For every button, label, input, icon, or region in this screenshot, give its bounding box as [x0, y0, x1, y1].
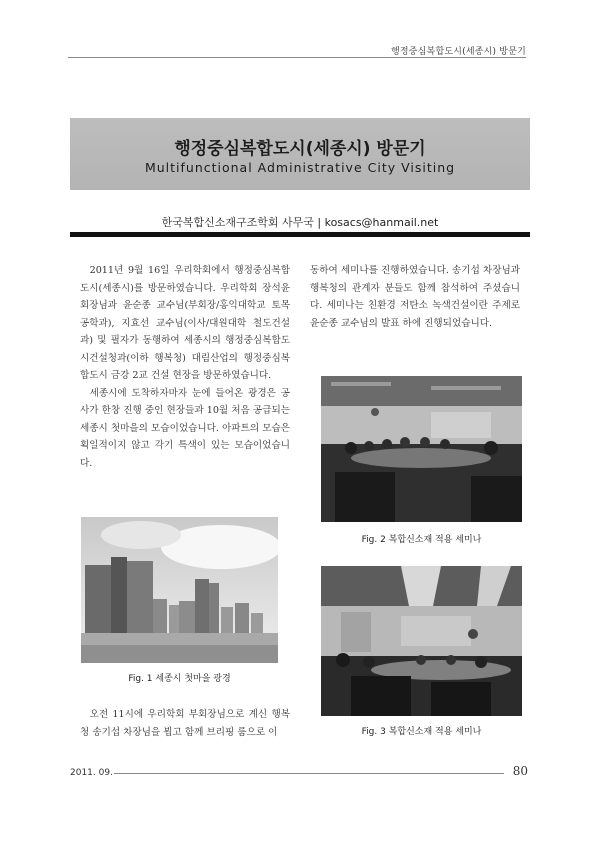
paragraph: 2011년 9월 16일 우리학회에서 행정중심복합도시(세종시)를 방문하였습니다. 우리학회 장석윤 회장님과 윤순종 교수님(부회장/홍익대학교 토목공학과), 지효선 교수님(이사/대원대학 철도건설과) 및 필자가 동행하여 세종시의 행정중심복합도시건설청과(이하 행복청) 대림산업의 행정중심복합도시 금강 2교 건설 현장을 방문하였습니다.: [80, 265, 290, 381]
title-korean: 행정중심복합도시(세종시) 방문기: [174, 139, 426, 159]
figure-3-photo: [321, 566, 522, 716]
author-line: 한국복합신소재구조학회 사무국 | kosacs@hanmail.net: [161, 216, 439, 229]
title-english: Multifunctional Administrative City Visiting: [144, 160, 456, 175]
running-header: 행정중심복합도시(세종시) 방문기: [390, 47, 526, 57]
body-left-column: [80, 262, 290, 472]
footer-rule: [114, 773, 504, 774]
paragraph: 세종시에 도착하자마자 눈에 들어온 광경은 공사가 한창 진행 중인 현장들과 10월 처음 공급되는 세종시 첫마을의 모습이었습니다. 아파트의 모습은 획일적이지 않고 각기 특색이 있는 모습이었습니다.: [80, 387, 290, 469]
figure-1-photo: [81, 517, 278, 663]
figure-2-caption: Fig. 2 복합신소재 적용 세미나: [361, 535, 482, 545]
paragraph: 동하여 세미나를 진행하였습니다. 송기섭 차장님과 행복청의 관계자 분들도 함께 참석하여 주셨습니다. 세미나는 친환경 저탄소 녹색건설이란 주제로 윤순종 교수님의 발표 하에 진행되었습니다.: [310, 265, 520, 329]
header-rule: [68, 57, 526, 58]
body-left-continuation: [80, 706, 290, 741]
body-right-column: [310, 262, 520, 332]
figure-2-photo: [321, 376, 522, 522]
footer-date: 2011. 09.: [70, 768, 113, 778]
author-bar: [70, 232, 530, 237]
title-band: [70, 118, 530, 190]
paragraph: 오전 11시에 우리학회 부회장님으로 계신 행복청 송기섭 차장님을 뵙고 함께 브리핑 룸으로 이: [80, 709, 290, 738]
figure-3-caption: Fig. 3 복합신소재 적용 세미나: [361, 727, 482, 737]
figure-1-caption: Fig. 1 세종시 첫마을 광경: [128, 674, 231, 684]
page-number: 80: [512, 764, 528, 778]
